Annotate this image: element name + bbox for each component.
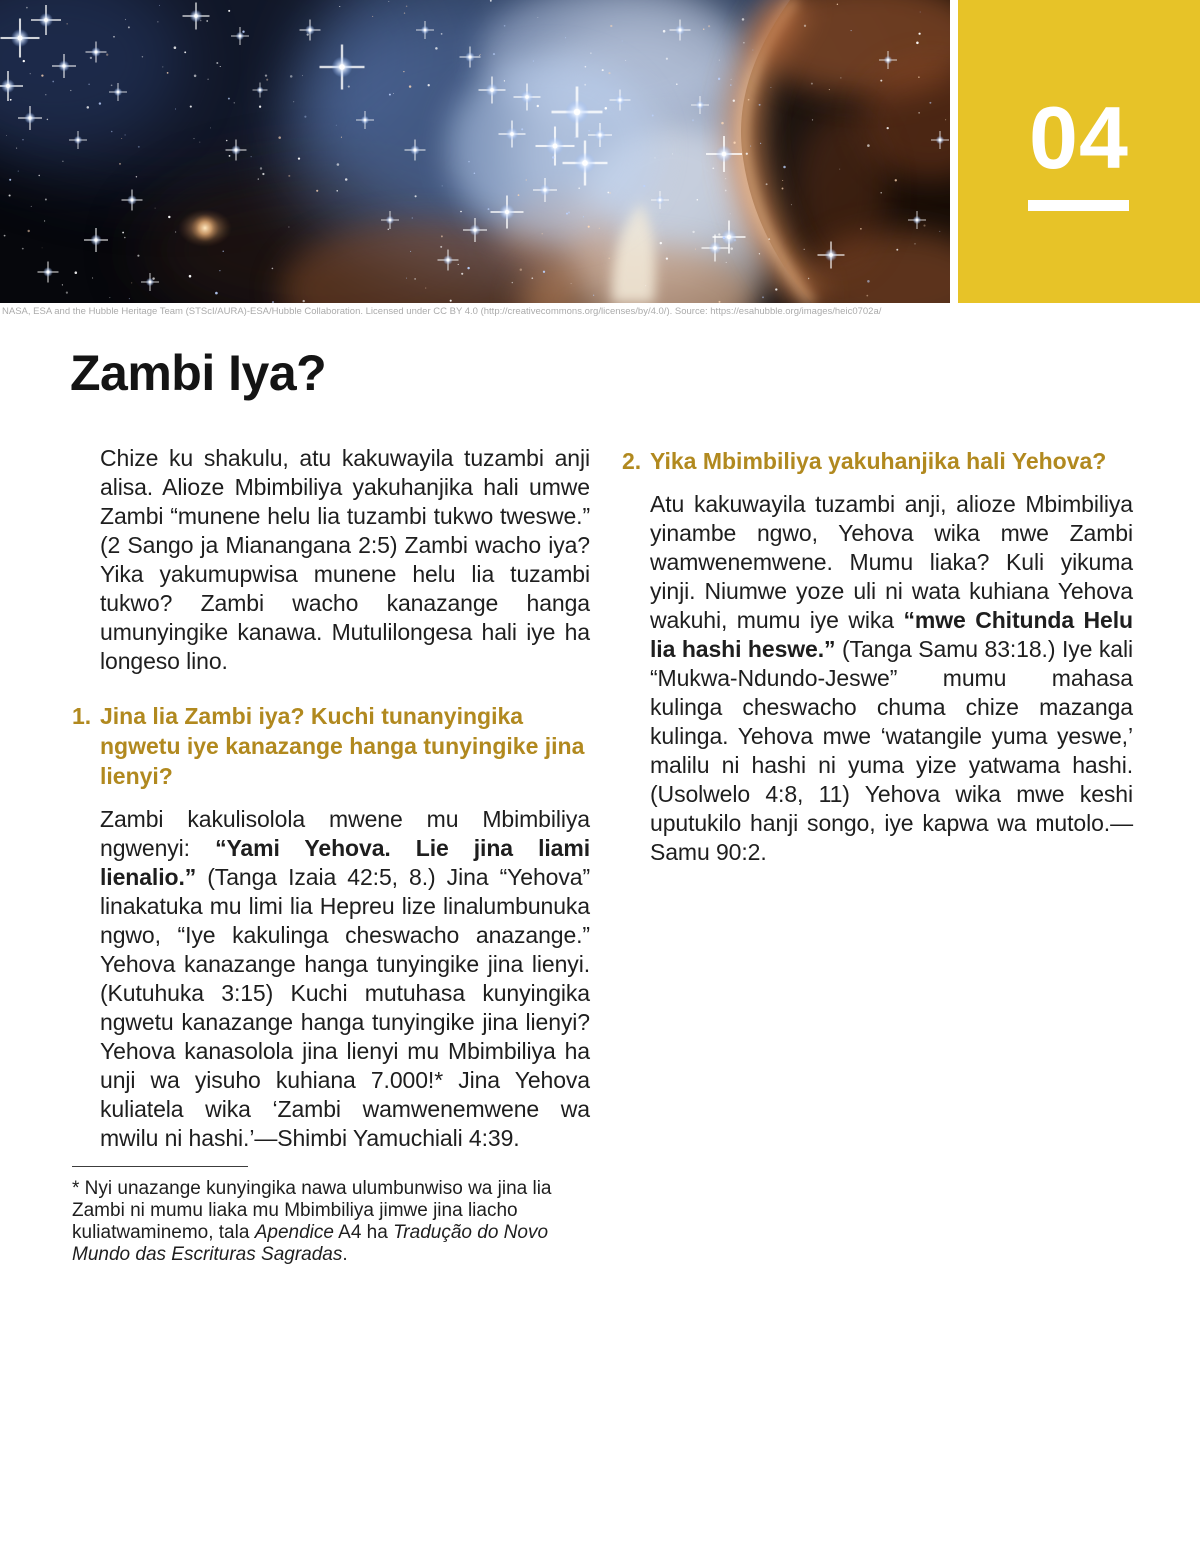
question-2-heading (622, 446, 1133, 476)
intro-paragraph: Chize ku shakulu, atu kakuwayila tuzambi anji alisa. Alioze Mbimbiliya yakuhanjika hali umwe Zambi “munene helu lia tuzambi tukwo tweswe.” (2 Sango ja Mianangana 2:5) Zambi wacho iya? Yika yakumupwisa munene helu lia tuzambi tukwo? Zambi wacho kanazange hanga umunyingike kanawa. Mutulilongesa hali iye ha longeso lino. (100, 445, 590, 674)
right-column (622, 444, 1133, 867)
question-1-title: Jina lia Zambi iya? Kuchi tunanyingika ngwetu iye kanazange hanga tunyingike jina lienyi? (100, 703, 585, 789)
question-1-heading (72, 701, 590, 791)
q1-text-post: (Tanga Izaia 42:5, 8.) Jina “Yehova” linakatuka mu limi lia Hepreu lize linalumbunuka ngwo, “Iye kakulinga cheswacho anazange.” Yehova kanazange hanga tunyingike jina lienyi. (Kutuhuka 3:15) Kuchi mutuhasa kunyingika ngwetu kanazange hanga tunyingike jina lienyi? Yehova kanasolola jina lienyi mu Mbimbiliya ha unji wa yisuho kuhiana 7.000!* Jina Yehova kuliatela wika ‘Zambi wamwenemwene wa mwilu ni hashi.’—Shimbi Yamuchiali 4:39. (100, 864, 590, 1151)
footnote-divider (72, 1166, 248, 1167)
question-2-paragraph (650, 490, 1133, 867)
footnote-part-1: * Nyi unazange kunyingika nawa ulumbunwiso wa jina lia Zambi ni mumu liaka mu Mbimbiliya jimwe jina liacho kuliatwaminemo, tala (72, 1178, 552, 1243)
hero-nebula-photo (0, 0, 950, 303)
left-column (72, 444, 590, 1266)
q1-text-pre: Zambi kakulisolola mwene mu Mbimbiliya ngwenyi: (100, 806, 590, 861)
footnote-italic-appendix: Apendice (254, 1222, 334, 1243)
q1-bold-scripture-quote: “Yami Yehova. Lie jina liami lienalio.” (100, 835, 590, 890)
q2-text-post: (Tanga Samu 83:18.) Iye kali “Mukwa-Ndundo-Jeswe” mumu mahasa kulinga cheswacho chuma chize mazanga kulinga. Yehova mwe ‘watangile yuma yeswe,’ malilu ni hashi ni yuma yize yatwama hashi. (Usolwelo 4:8, 11) Yehova wika mwe keshi uputukilo hanji songo, iye kapwa wa mutolo.—Samu 90:2. (650, 636, 1133, 865)
nebula-illustration (0, 0, 950, 303)
footnote-italic-bible-title: Tradução do Novo Mundo das Escrituras Sagradas (72, 1222, 549, 1265)
question-2-number: 2. (622, 448, 642, 474)
footnote-text (72, 1178, 590, 1266)
lesson-number-badge (958, 0, 1200, 303)
lesson-number: 04 (1029, 88, 1129, 187)
question-1-number: 1. (72, 703, 92, 729)
footnote-part-2: A4 ha (333, 1222, 394, 1243)
footnote (72, 1166, 590, 1266)
image-credit: NASA, ESA and the Hubble Heritage Team (STScI/AURA)-ESA/Hubble Collaboration. Licensed under CC BY 4.0 (http://creativecommons.org/licenses/by/4.0/). Source: https://esahubble.org/images/heic0702a/ (2, 306, 882, 317)
question-1-paragraph (100, 805, 590, 1153)
page-title: Zambi Iya? (70, 345, 327, 401)
q2-bold-scripture-quote: “mwe Chitunda Helu lia hashi heswe.” (650, 607, 1133, 662)
lesson-number-underline (1028, 200, 1129, 211)
question-2-title: Yika Mbimbiliya yakuhanjika hali Yehova? (650, 448, 1107, 474)
q2-text-pre: Atu kakuwayila tuzambi anji, alioze Mbimbiliya yinambe ngwo, Yehova wika mwe Zambi wamwenemwene. Mumu liaka? Kuli yikuma yinji. Niumwe yoze uli ni wata kuhiana Yehova wakuhi, mumu iye wika (650, 491, 1133, 633)
footnote-part-3: . (342, 1244, 348, 1265)
